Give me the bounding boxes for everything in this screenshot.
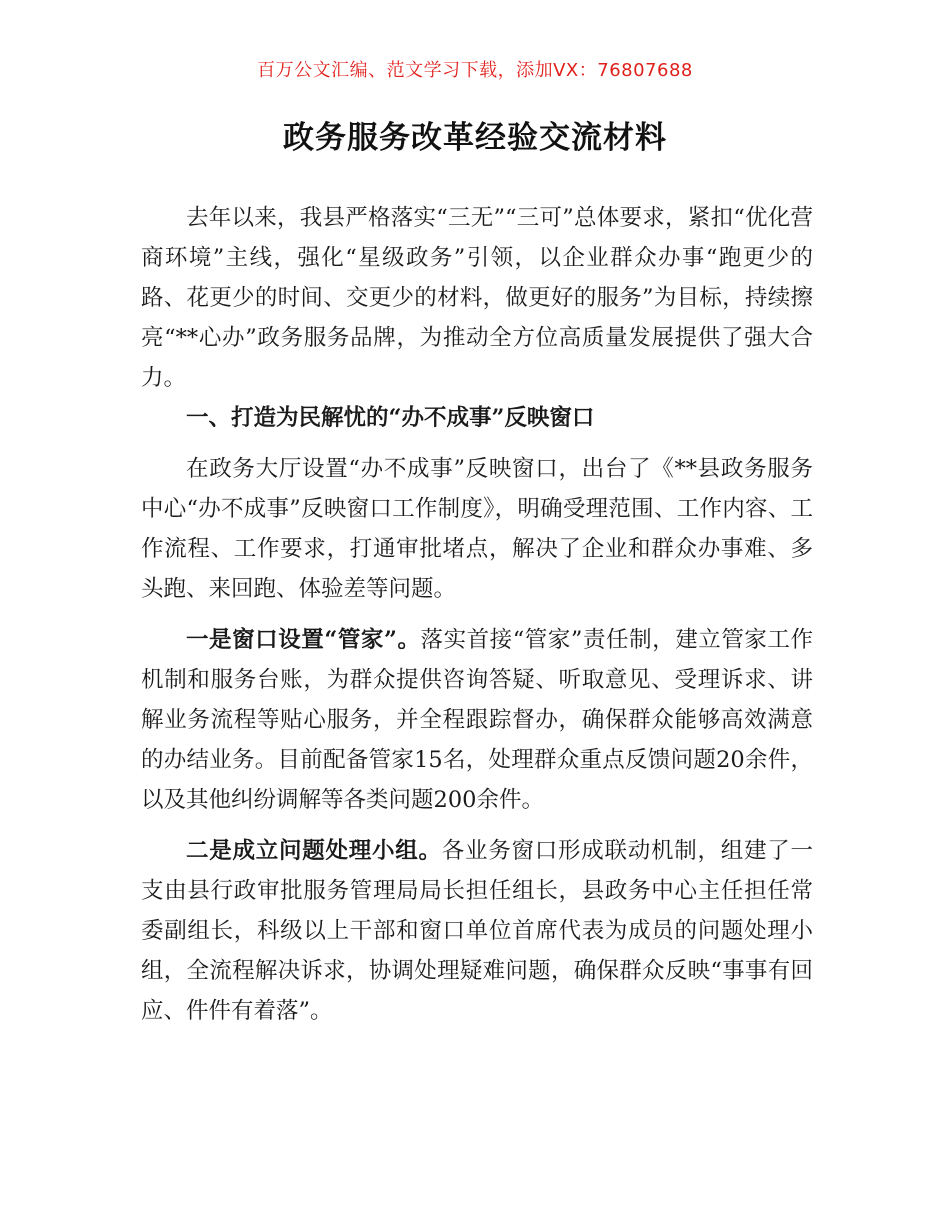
item-paragraph-1: [141, 620, 813, 820]
item-text-1: 落实首接“管家”责任制，建立管家工作机制和服务台账，为群众提供咨询答疑、听取意见、受理诉求、讲解业务流程等贴心服务，并全程跟踪督办，确保群众能够高效满意的办结业务。目前配备管家15名，处理群众重点反馈问题20余件，以及其他纠纷调解等各类问题200余件。: [141, 627, 813, 813]
item-lead-2: 二是成立问题处理小组。: [186, 838, 442, 864]
item-lead-1: 一是窗口设置“管家”。: [186, 627, 421, 653]
document-body: [141, 198, 813, 1031]
promo-banner: 百万公文汇编、范文学习下载，添加VX：76807688: [257, 60, 693, 81]
section-heading: 一、打造为民解忧的“办不成事”反映窗口: [186, 405, 595, 431]
document-title: 政务服务改革经验交流材料: [283, 120, 667, 156]
section-paragraph: 在政务大厅设置“办不成事”反映窗口，出台了《**县政务服务中心“办不成事”反映窗口工作制度》，明确受理范围、工作内容、工作流程、工作要求，打通审批堵点，解决了企业和群众办事难、多头跑、来回跑、体验差等问题。: [141, 456, 813, 602]
intro-paragraph: 去年以来，我县严格落实“三无”“三可”总体要求，紧扣“优化营商环境”主线，强化“星级政务”引领，以企业群众办事“跑更少的路、花更少的时间、交更少的材料，做更好的服务”为目标，持续擦亮“**心办”政务服务品牌，为推动全方位高质量发展提供了强大合力。: [141, 205, 813, 391]
item-paragraph-2: [141, 831, 813, 1031]
item-text-2: 各业务窗口形成联动机制，组建了一支由县行政审批服务管理局局长担任组长，县政务中心主任担任常委副组长，科级以上干部和窗口单位首席代表为成员的问题处理小组，全流程解决诉求，协调处理疑难问题，确保群众反映“事事有回应、件件有着落”。: [141, 838, 813, 1024]
